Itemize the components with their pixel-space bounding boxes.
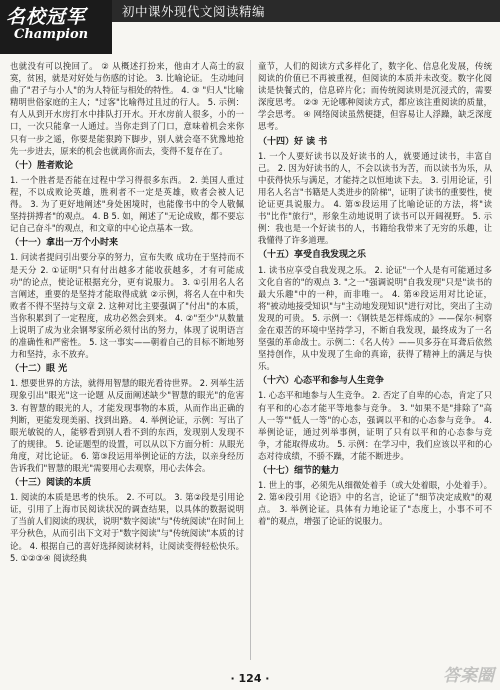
section-title: （十一）拿出一万个小时来 [10,238,119,249]
series-title: 初中课外现代文阅读精编 [122,4,266,19]
answer-paragraph: 1. 一个人要好读书以及好读书的人，就要通过读书，丰富自己。 2. 因为好读书的人，不会以读书为苦，而以读书为乐，从中获得快乐与满足，才能持之以恒地读下去。 3. 引用论证，引用名人名言"书籍是人类进步的阶梯"，证明了读书的重要性，使论证更具说服力。 4. 第⑤段运用了比喻论证的方法，将"读书"比作"旅行"，形象生动地说明了读书可以开阔视野。 5. 示例：我也是一个好读书的人，书籍给我带来了无穷的乐趣，让我懂得了许多道理。 [258,150,492,246]
answer-paragraph: 1. 阅读的本质是思考的快乐。 2. 不可以。 3. 第②段是引用论证，引用了上海市民阅读状况的调查结果，以具体的数据说明了当前人们阅读的现状，说明"数字阅读"与"传统阅读"在时间上平分秋色，从而引出下文对于"数字阅读"与"传统阅读"本质的讨论。 4. 根据自己的喜好选择阅读材料，让阅读变得轻松快乐。 5. ①②③④ 阅读经典 [10,492,244,563]
section-title: （十六）心态平和参与人生竞争 [258,376,385,387]
series-title-bar [112,0,500,22]
page-number: · 124 · [230,672,270,685]
section-title: （十五）享受自我发现之乐 [258,250,367,261]
answer-paragraph: 1. 问读者提问引出要分享的努力，宣布失败 成功在于坚持而不是天分 2. ①证明"只有付出越多才能收获越多，才有可能成功"的论点，使论证根据充分，更有说服力。 3. ①引用名人名言阐述，重要的是坚持才能取得成就 ②示例，将名人在中和失败者不得不坚持与文章 2. 这种对比主要强调了"付出"的本质，当你积累到了一定程度，成功必然会到来。 4. ②"至少"从数量上说明了成为业余钢琴家所必须付出的努力，体现了说明语言的准确性和严密性。 5. 这一事实——朝着自己的目标不断地努力和坚持，永不放弃。 [10,252,244,360]
section-title: （十三）阅读的本质 [10,478,92,489]
brand-logo [0,0,112,54]
answer-paragraph: 1. 心态平和地参与人生竞争。 2. 否定了自卑的心态，肯定了只有平和的心态才能平等地参与竞争。 3. "如果不是"排除了"高人一等""低人一等"的心态，强调以平和的心态参与竞争。 4. 举例论证，通过列举事例，证明了只有以平和的心态参与竞争，才能取得成功。 5. 示例：在学习中，我们应该以平和的心态对待成绩，不骄不躁，才能不断进步。 [258,390,492,461]
left-column [10,60,244,566]
section-title: （十二）眼 光 [10,364,68,375]
answer-paragraph: 1. 一个胜者是否能在过程中学习得很多东西。 2. 美国人重过程，不以成败论英雄，胜利者不一定是英雄，败者会被人记得。 3. 为了更好地阐述"身处困境时，也能像书中的令人敬佩坚持拼搏者"的观点。 4. B 5. 如，阐述了"无论成败，都不要忘记自己奋斗"的观点，和文章的中心论点基本一致。 [10,174,244,234]
answer-paragraph: 童节，人们的阅读方式多样化了，数字化、信息化发展，传统阅读的价值已不再被重视，但阅读的本质并未改变。数字化阅读是快餐式的，信息碎片化；而传统阅读则是沉浸式的，需要深度思考。 ②③ 无论哪种阅读方式，都应该注重阅读的质量，学会思考。 ④ 网络阅读虽然便捷，但容易让人浮躁，缺乏深度思考。 [258,61,492,132]
section-title: （十四）好 读 书 [258,136,328,147]
answer-paragraph: 1. 世上的事，必须先从细微处着手（或大处着眼，小处着手）。 2. 第④段引用《论语》中的名言，论证了"细节决定成败"的观点。 3. 举例论证。具体有力地论证了"态度上，小事不可不着"的观点，增强了论证的说服力。 [258,480,492,527]
column-divider [250,60,251,660]
section-title: （十七）细节的魅力 [258,466,340,476]
answer-paragraph: 也就没有可以挽回了。 ② 从概述打扮来，他由才人高士的寂寞，贫困，就是对好处与伤感的讨论。 3. 比喻论证。 生动地问曲了"君子与小人"的为人特征与相处的特性。 4. ③ "归人"比喻精明世俗家庭的主人；"过客"比喻得过且过的行人。 5. 示例：有人从到开水房打水中排队打开水。开水房前人很多，小的一口，一次只能拿一人通过。当你走到了门口，意味着机会来你只有一步之遥，你要是能狠跨下脚步，别人就会毫不犹豫地抢先一步进去，原来的机会也就离你而去，变得不复存在了。 [10,61,244,156]
answer-paragraph: 1. 想要世界的方法，就得用智慧的眼光看待世界。 2. 列举生活现象引出"眼光"这一论题 从反面阐述缺少"智慧的眼光"的危害 3. 有智慧的眼光的人，才能发现事物的本质，从而作出正确的判断，更能发现美丽、找到出路。 4. 举例论证，示例：写出了眼光敏锐的人，能够看到别人看不到的东西，发现别人发现不了的规律。 5. 论证题型的设置，可以从以下方面分析：从眼光角度，对比论证。 6. 第③段运用举例论证的方法，以亲身经历告诉我们"智慧的眼光"需要用心去观察，用心去体会。 [10,378,244,473]
brand-name-en: Champion [14,27,89,42]
section-title: （十）胜者败论 [10,160,74,171]
right-column [258,60,492,529]
answer-paragraph: 1. 读书应享受自我发现之乐。 2. 论证"一个人是有可能通过多文化自省的"的观点 3. "之一"强调说明"自我发现"只是"读书的最大乐趣"中的一种，而非唯一。 4. 第④段运用对比论证，将"被动地接受知识"与"主动地发现知识"进行对比，突出了主动发现的可贵。 5. 示例一：《钢铁是怎样炼成的》——保尔·柯察金在艰苦的环境中坚持学习，不断自我发现，最终成为了一名坚强的革命战士。示例二：《名人传》——贝多芬在耳聋后依然坚持创作，从中发现了生命的真谛，获得了精神上的满足与快乐。 [258,264,492,372]
brand-name-zh: 名校冠军 [6,6,87,28]
page-header [0,0,500,54]
watermark: 答案圈 [443,666,494,686]
